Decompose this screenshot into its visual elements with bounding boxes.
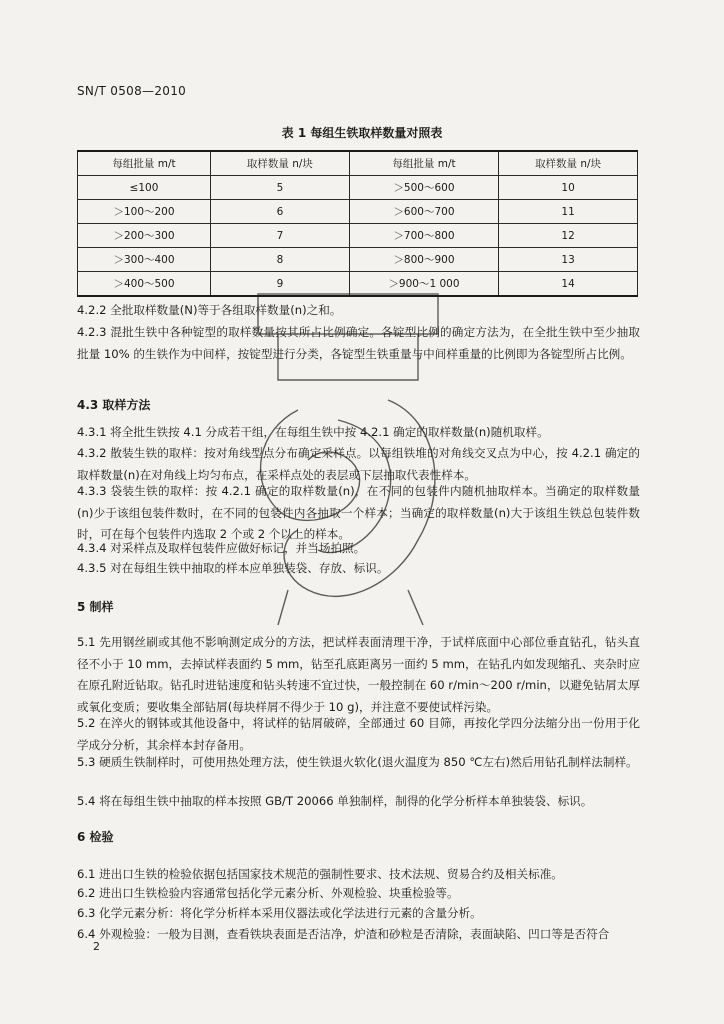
table-cell: ＞200～300 (78, 224, 211, 248)
table-cell: 14 (499, 272, 638, 297)
table-header-cell: 每组批量 m/t (78, 151, 211, 176)
document-code: SN/T 0508—2010 (77, 84, 187, 98)
clause-4-2-3: 4.2.3 混批生铁中各种锭型的取样数量按其所占比例确定。各锭型比例的确定方法为，在全批生铁中至少抽取批量 10% 的生铁作为中间样，按锭型进行分类，各锭型生铁重量与中间样重量的比例即为各锭型所占比例。 (77, 325, 640, 361)
section-heading-6: 6 检验 (77, 830, 114, 844)
table-cell: ＞400～500 (78, 272, 211, 297)
table-cell: ＞100～200 (78, 200, 211, 224)
clause-4-3-5: 4.3.5 对在每组生铁中抽取的样本应单独装袋、存放、标识。 (77, 561, 389, 575)
table-header-cell: 取样数量 n/块 (211, 151, 350, 176)
table-cell: 10 (499, 176, 638, 200)
table-cell: 6 (211, 200, 350, 224)
clause-4-3-3: 4.3.3 袋装生铁的取样：按 4.2.1 确定的取样数量(n)，在不同的包装件内随机抽取样本。当确定的取样数量(n)少于该组包装件数时，在不同的包装件内各抽取一个样本；当确定的取样数量(n)大于该组生铁总包装件数时，可在每个包装件内选取 2 个或 2 个以上的样本。 (77, 484, 640, 541)
table-cell: 11 (499, 200, 638, 224)
table-header-cell: 每组批量 m/t (349, 151, 498, 176)
table-cell: 7 (211, 224, 350, 248)
table-row (78, 176, 638, 200)
table-cell: 13 (499, 248, 638, 272)
sampling-quantity-table (77, 150, 638, 297)
clause-4-3-2: 4.3.2 散装生铁的取样：按对角线型点分布确定采样点。以每组铁堆的对角线交叉点为中心，按 4.2.1 确定的取样数量(n)在对角线上均匀布点，在采样点处的表层或下层抽取代表性样本。 (77, 446, 640, 482)
table-cell: ＞300～400 (78, 248, 211, 272)
clause-5-2: 5.2 在淬火的钢钵或其他设备中，将试样的钻屑破碎，全部通过 60 目筛，再按化学四分法缩分出一份用于化学成分分析，其余样本封存备用。 (77, 716, 640, 752)
table-title: 表 1 每组生铁取样数量对照表 (281, 126, 443, 140)
clause-6-4: 6.4 外观检验：一般为目测，查看铁块表面是否洁净，炉渣和砂粒是否清除，表面缺陷、凹口等是否符合 (77, 927, 610, 941)
page-number: 2 (93, 940, 100, 953)
table-cell: 9 (211, 272, 350, 297)
table-cell: ＞500～600 (349, 176, 498, 200)
section-heading-5: 5 制样 (77, 600, 114, 614)
table-row (78, 224, 638, 248)
table-cell: ＞900～1 000 (349, 272, 498, 297)
table-cell: ＞700～800 (349, 224, 498, 248)
table-header-row (78, 151, 638, 176)
clause-6-3: 6.3 化学元素分析：将化学分析样本采用仪器法或化学法进行元素的含量分析。 (77, 906, 482, 920)
table-cell: ≤100 (78, 176, 211, 200)
table-cell: ＞800～900 (349, 248, 498, 272)
table-header-cell: 取样数量 n/块 (499, 151, 638, 176)
table-cell: 5 (211, 176, 350, 200)
clause-5-4: 5.4 将在每组生铁中抽取的样本按照 GB/T 20066 单独制样，制得的化学分析样本单独装袋、标识。 (77, 794, 593, 808)
clause-4-3-4: 4.3.4 对采样点及取样包装件应做好标记，并当场拍照。 (77, 541, 366, 555)
table-row (78, 200, 638, 224)
section-heading-4-3: 4.3 取样方法 (77, 398, 151, 412)
table-cell: 12 (499, 224, 638, 248)
table-cell: 8 (211, 248, 350, 272)
clause-5-3: 5.3 硬质生铁制样时，可使用热处理方法，使生铁退火软化(退火温度为 850 ℃左右)然后用钻孔制样法制样。 (77, 755, 638, 769)
watermark-logo (238, 290, 458, 630)
table-row (78, 248, 638, 272)
clause-4-3-1: 4.3.1 将全批生铁按 4.1 分成若干组，在每组生铁中按 4.2.1 确定的取样数量(n)随机取样。 (77, 425, 549, 439)
table-cell: ＞600～700 (349, 200, 498, 224)
clause-4-2-2: 4.2.2 全批取样数量(N)等于各组取样数量(n)之和。 (77, 303, 342, 317)
clause-6-1: 6.1 进出口生铁的检验依据包括国家技术规范的强制性要求、技术法规、贸易合约及相关标准。 (77, 867, 563, 881)
clause-6-2: 6.2 进出口生铁检验内容通常包括化学元素分析、外观检验、块重检验等。 (77, 886, 459, 900)
clause-5-1: 5.1 先用钢丝刷或其他不影响测定成分的方法，把试样表面清理干净，于试样底面中心部位垂直钻孔，钻头直径不小于 10 mm，去掉试样表面约 5 mm，钻至孔底距离另一面约 5 mm，在钻孔内如发现缩孔、夹杂时应在原孔附近钻取。钻孔时进钻速度和钻头转速不宜过快，一般控制在 60 r/min～200 r/min，以避免钻屑太厚或氧化变质；要收集全部钻屑(每块样屑不得少于 10 g)，并注意不要使试样污染。 (77, 635, 640, 714)
